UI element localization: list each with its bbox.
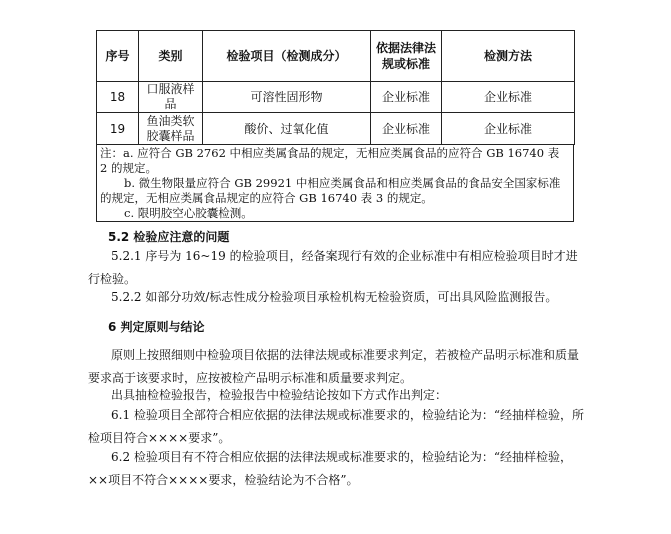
note-c: c. 限明胶空心胶囊检测。: [124, 206, 253, 220]
cell-method: 企业标准: [442, 82, 575, 113]
cell-standard: 企业标准: [371, 113, 442, 145]
cell-method: 企业标准: [442, 113, 575, 145]
cell-no: 18: [97, 82, 139, 113]
section-6-heading: 6 判定原则与结论: [108, 320, 205, 334]
cell-category: 鱼油类软胶囊样品: [139, 113, 203, 145]
paragraph-6-2: 6.2 检验项目有不符合相应依据的法律法规或标准要求的，检验结论为：“经抽样检验，××项目不符合××××要求，检验结论为不合格”。: [88, 450, 573, 487]
note-b: b. 微生物限量应符合 GB 29921 中相应类属食品和相应类属食品的食品安全国家标准的规定，无相应类属食品规定的应符合 GB 16740 表 3 的规定。: [100, 176, 561, 205]
paragraph-6-report: 出具抽检检验报告，检验报告中检验结论按如下方式作出判定：: [111, 388, 448, 402]
cell-no: 19: [97, 113, 139, 145]
section-5-2-heading: 5.2 检验应注意的问题: [108, 230, 230, 244]
header-standard: 依据法律法规或标准: [371, 31, 442, 82]
header-item: 检验项目（检测成分）: [203, 31, 371, 82]
cell-category: 口服液样品: [139, 82, 203, 113]
cell-item: 酸价、过氧化值: [203, 113, 371, 145]
inspection-table: [96, 30, 575, 145]
note-a: 注：a. 应符合 GB 2762 中相应类属食品的规定，无相应类属食品的应符合 GB 16740 表 2 的规定。: [100, 146, 560, 175]
cell-item: 可溶性固形物: [203, 82, 371, 113]
table-row: [97, 113, 575, 145]
table-notes: [96, 144, 574, 222]
table-row: [97, 82, 575, 113]
header-category: 类别: [139, 31, 203, 82]
paragraph-6-principle: 原则上按照细则中检验项目依据的法律法规或标准要求判定，若被检产品明示标准和质量要求高于该要求时，应按被检产品明示标准和质量要求判定。: [88, 348, 580, 385]
paragraph-5-2-1: 5.2.1 序号为 16~19 的检验项目，经备案现行有效的企业标准中有相应检验项目时才进行检验。: [88, 249, 578, 286]
cell-standard: 企业标准: [371, 82, 442, 113]
header-method: 检测方法: [442, 31, 575, 82]
paragraph-6-1: 6.1 检验项目全部符合相应依据的法律法规或标准要求的，检验结论为：“经抽样检验，所检项目符合××××要求”。: [88, 408, 585, 445]
paragraph-5-2-2: 5.2.2 如部分功效/标志性成分检验项目承检机构无检验资质，可出具风险监测报告。: [111, 290, 558, 304]
table-header-row: [97, 31, 575, 82]
header-no: 序号: [97, 31, 139, 82]
